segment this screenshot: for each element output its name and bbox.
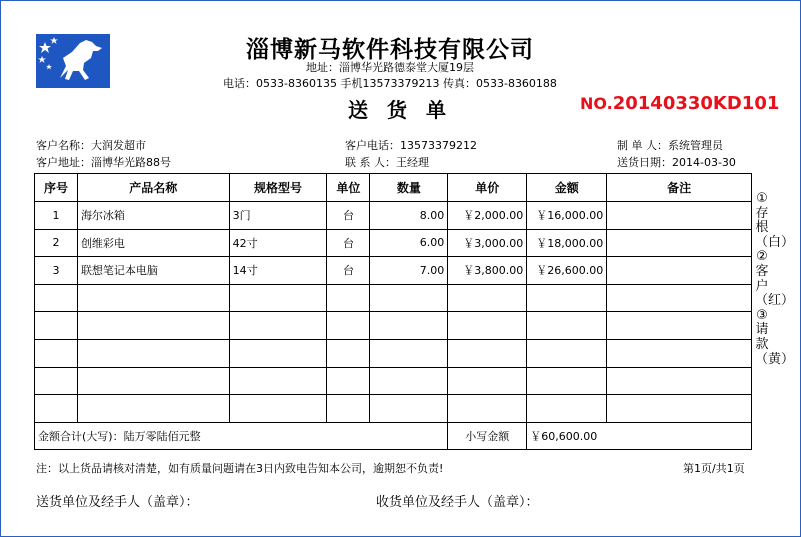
- col-header-unit: 单位: [327, 174, 370, 202]
- cell-spec: 42寸: [229, 229, 327, 257]
- cell-remark: [607, 229, 752, 257]
- cell-index: 2: [35, 229, 78, 257]
- cell-product: 海尔冰箱: [77, 202, 229, 230]
- cell-quantity: 7.00: [370, 257, 448, 285]
- col-header-amount: 金额: [527, 174, 607, 202]
- total-upper: 金额合计(大写)：陆万零陆佰元整: [35, 422, 448, 450]
- table-row-empty: [35, 395, 752, 423]
- copy-distribution-note: ①存根（白）②客户（红）③请款（黄）: [755, 191, 795, 367]
- document-number-label: NO.: [580, 94, 613, 113]
- small-amount-label: 小写金额: [448, 422, 527, 450]
- cell-amount: ￥26,600.00: [527, 257, 607, 285]
- horse-stars-icon: [36, 34, 110, 88]
- delivery-date: 送货日期：2014-03-30: [617, 156, 736, 169]
- cell-amount: ￥18,000.00: [527, 229, 607, 257]
- sender-signature: 送货单位及经手人（盖章）：: [36, 495, 199, 510]
- cell-spec: 3门: [229, 202, 327, 230]
- table-row: [35, 229, 752, 257]
- contact-person: 联 系 人：王经理: [345, 156, 429, 169]
- document-maker: 制 单 人：系统管理员: [617, 139, 723, 152]
- cell-index: 3: [35, 257, 78, 285]
- cell-price: ￥3,800.00: [448, 257, 527, 285]
- cell-price: ￥3,000.00: [448, 229, 527, 257]
- cell-product: 联想笔记本电脑: [77, 257, 229, 285]
- document-number-value: 20140330KD101: [612, 93, 780, 114]
- col-header-spec: 规格型号: [229, 174, 327, 202]
- cell-remark: [607, 257, 752, 285]
- table-row-empty: [35, 367, 752, 395]
- col-header-price: 单价: [448, 174, 527, 202]
- total-lower: ￥60,600.00: [527, 422, 752, 450]
- cell-unit: 台: [327, 257, 370, 285]
- company-name: 淄博新马软件科技有限公司: [246, 36, 534, 63]
- table-row: [35, 202, 752, 230]
- cell-quantity: 8.00: [370, 202, 448, 230]
- table-row-empty: [35, 339, 752, 367]
- document-number: [580, 93, 779, 114]
- cell-quantity: 6.00: [370, 229, 448, 257]
- table-row: [35, 257, 752, 285]
- customer-name: 客户名称：大润发超市: [36, 139, 146, 152]
- col-header-product: 产品名称: [77, 174, 229, 202]
- cell-amount: ￥16,000.00: [527, 202, 607, 230]
- table-row-empty: [35, 284, 752, 312]
- cell-remark: [607, 202, 752, 230]
- page-info: 第1页/共1页: [683, 462, 745, 475]
- company-address: 地址：淄博华光路德泰堂大厦19层: [306, 61, 474, 74]
- cell-index: 1: [35, 202, 78, 230]
- company-phones: 电话：0533-8360135 手机13573379213 传真：0533-8360188: [223, 77, 557, 90]
- cell-price: ￥2,000.00: [448, 202, 527, 230]
- customer-address: 客户地址：淄博华光路88号: [36, 156, 171, 169]
- document-title: 送 货 单: [348, 98, 452, 122]
- customer-phone: 客户电话：13573379212: [345, 139, 477, 152]
- total-row: [35, 422, 752, 450]
- cell-unit: 台: [327, 202, 370, 230]
- col-header-index: 序号: [35, 174, 78, 202]
- footer-note: 注：以上货品请核对清楚，如有质量问题请在3日内致电告知本公司，逾期恕不负责!: [36, 462, 444, 475]
- table-header-row: [35, 174, 752, 202]
- table-row-empty: [35, 312, 752, 340]
- cell-unit: 台: [327, 229, 370, 257]
- cell-spec: 14寸: [229, 257, 327, 285]
- items-table: [34, 173, 752, 450]
- col-header-remark: 备注: [607, 174, 752, 202]
- col-header-quantity: 数量: [370, 174, 448, 202]
- receiver-signature: 收货单位及经手人（盖章）：: [376, 495, 539, 510]
- cell-product: 创维彩电: [77, 229, 229, 257]
